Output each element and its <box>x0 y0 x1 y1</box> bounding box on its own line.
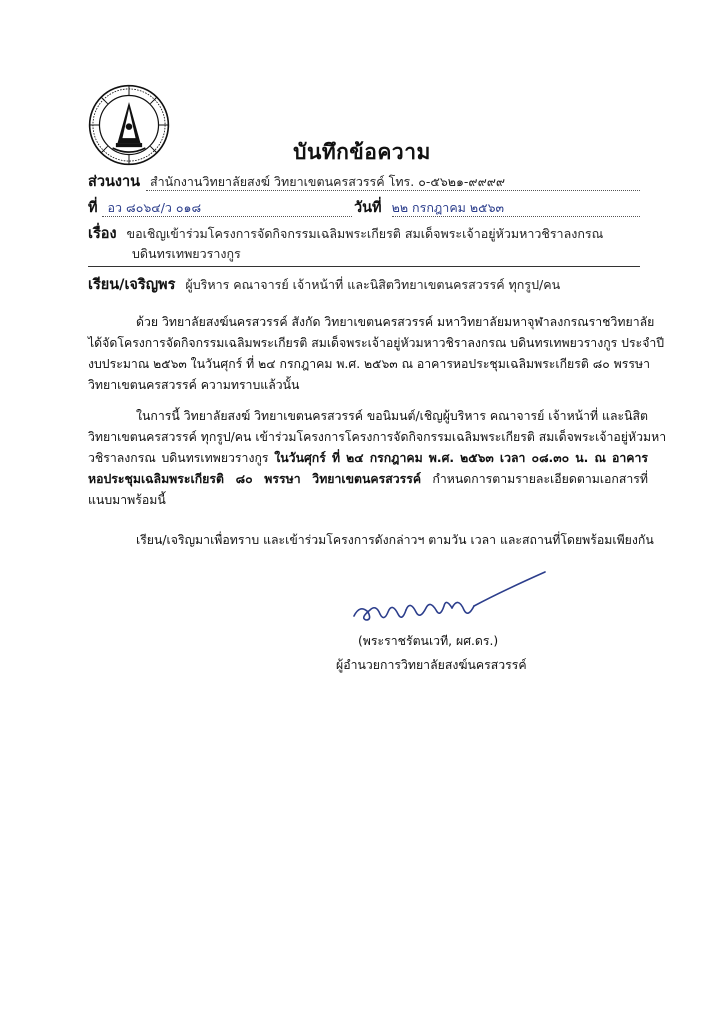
paragraph-1 <box>88 312 665 396</box>
ref-dotline <box>102 216 352 217</box>
section-label: ส่วนงาน <box>88 174 141 190</box>
subject-line-1: ขอเชิญเข้าร่วมโครงการจัดกิจกรรมเฉลิมพระเกียรติ สมเด็จพระเจ้าอยู่หัวมหาวชิราลงกรณ <box>126 226 604 241</box>
p2-line-2: วิทยาเขตนครสวรรค์ ทุกรูป/คน เข้าร่วมโครงการโครงการจัดกิจกรรมเฉลิมพระเกียรติ สมเด็จพระเจ้าอยู่หัวมหา <box>88 430 667 444</box>
paragraph-3 <box>88 530 654 551</box>
signatory-position: ผู้อำนวยการวิทยาลัยสงฆ์นครสวรรค์ <box>336 658 527 672</box>
date-dotline <box>392 216 640 217</box>
memo-title: บันทึกข้อความ <box>293 140 431 164</box>
subject-row-2 <box>132 244 241 264</box>
date-value: ๒๒ กรกฎาคม ๒๕๖๓ <box>391 200 505 215</box>
p1-line-2: ได้จัดโครงการจัดกิจกรรมเฉลิมพระเกียรติ สมเด็จพระเจ้าอยู่หัวมหาวชิราลงกรณ บดินทรเทพยวรางกูร ประจำปี <box>88 336 665 350</box>
subject-row <box>88 222 603 245</box>
p2-line-3a: วชิราลงกรณ บดินทรเทพยวรางกูร <box>88 451 275 465</box>
ref-label: ที่ <box>88 200 98 216</box>
p2-line-3b: ในวันศุกร์ ที่ ๒๔ กรกฎาคม พ.ศ. ๒๕๖๓ เวลา ๐๘.๓๐ น. ณ อาคาร <box>274 451 648 465</box>
p2-line-5: แนบมาพร้อมนี้ <box>88 493 166 507</box>
p2-line-4b: กำหนดการตามรายละเอียดตามเอกสารที่ <box>421 472 648 486</box>
subject-label: เรื่อง <box>88 226 117 242</box>
section-dotline <box>146 190 640 191</box>
p2-line-1: ในการนี้ วิทยาลัยสงฆ์ วิทยาเขตนครสวรรค์ ขอนิมนต์/เชิญผู้บริหาร คณาจารย์ เจ้าหน้าที่ และนิสิต <box>136 409 648 423</box>
ref-value: อว ๘๐๖๔/ว ๐๑๘ <box>107 200 202 215</box>
to-row <box>88 273 560 296</box>
header-rule <box>88 266 640 267</box>
p1-line-1: ด้วย วิทยาลัยสงฆ์นครสวรรค์ สังกัด วิทยาเขตนครสวรรค์ มหาวิทยาลัยมหาจุฬาลงกรณราชวิทยาลัย <box>136 315 655 329</box>
p1-line-4: วิทยาเขตนครสวรรค์ ความทราบแล้วนั้น <box>88 378 300 392</box>
p2-line-4a: หอประชุมเฉลิมพระเกียรติ ๘๐ พรรษา วิทยาเขตนครสวรรค์ <box>88 472 422 486</box>
paragraph-2 <box>88 406 667 511</box>
date-label: วันที่ <box>354 200 382 216</box>
to-value: ผู้บริหาร คณาจารย์ เจ้าหน้าที่ และนิสิตวิทยาเขตนครสวรรค์ ทุกรูป/คน <box>185 277 561 292</box>
subject-line-2: บดินทรเทพยวรางกูร <box>132 246 241 261</box>
signatory-name: (พระราชรัตนเวที, ผศ.ดร.) <box>358 634 499 648</box>
p1-line-3: งบประมาณ ๒๕๖๓ ในวันศุกร์ ที่ ๒๔ กรกฎาคม พ.ศ. ๒๕๖๓ ณ อาคารหอประชุมเฉลิมพระเกียรติ ๘๐ พรรษา <box>88 357 650 371</box>
to-label: เรียน/เจริญพร <box>88 277 176 293</box>
p2-line-4 <box>88 469 648 490</box>
p3-line-1: เรียน/เจริญมาเพื่อทราบ และเข้าร่วมโครงการดังกล่าวฯ ตามวัน เวลา และสถานที่โดยพร้อมเพียงกัน <box>136 533 654 547</box>
p2-line-3 <box>88 448 648 469</box>
section-value: สำนักงานวิทยาลัยสงฆ์ วิทยาเขตนครสวรรค์ โทร. ๐-๕๖๒๑-๙๙๙๙ <box>150 174 506 189</box>
handwritten-signature <box>340 566 560 638</box>
